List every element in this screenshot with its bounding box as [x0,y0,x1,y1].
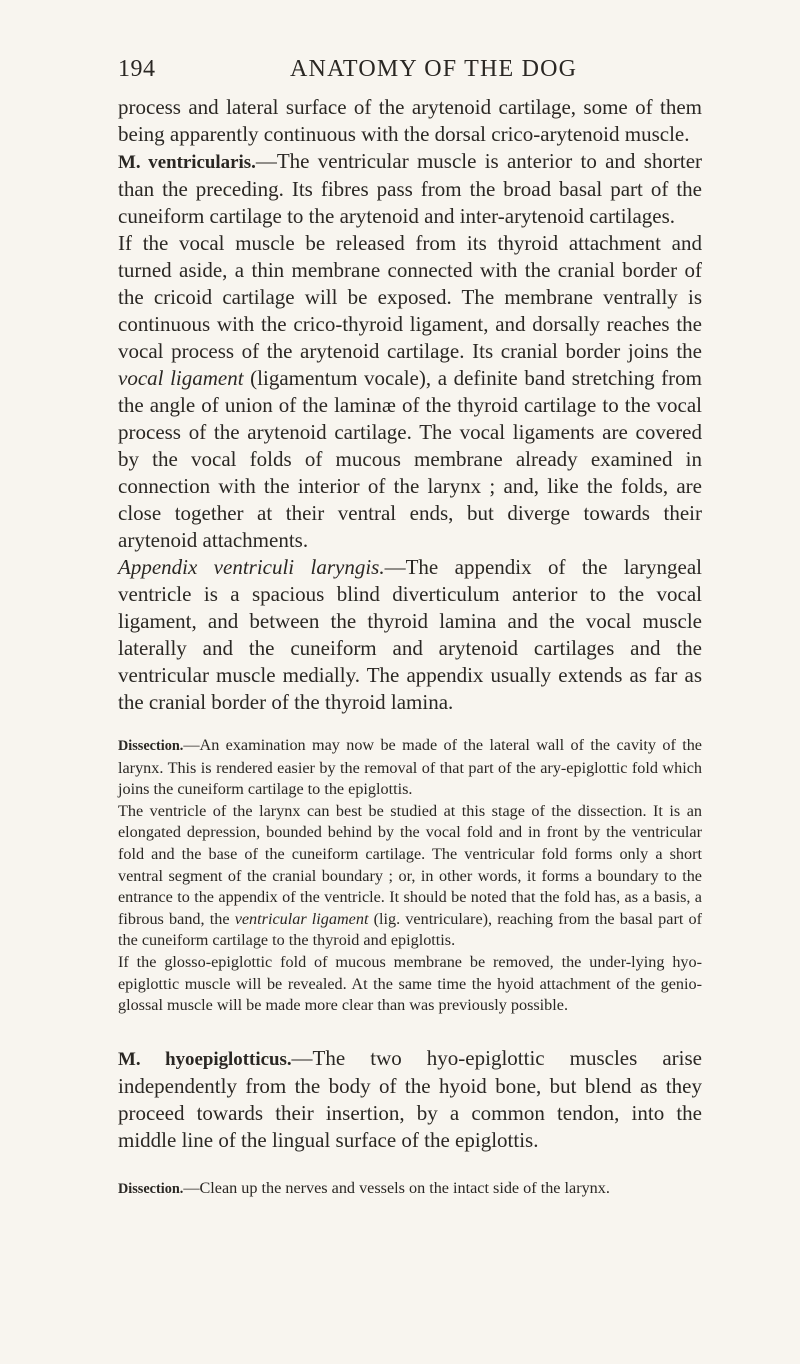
dissection-note-1 [118,735,702,801]
page-body [118,94,702,1200]
paragraph-text: If the glosso-epiglottic fold of mucous membrane be removed, the under-lying hyo-epiglottic muscle will be revealed. At the same time the hyoid attachment of the genio-glossal muscle will be made more clear than was previously possible. [118,952,702,1015]
dissection-label: Dissection. [118,1180,184,1197]
running-title: ANATOMY OF THE DOG [290,56,578,82]
running-header [118,56,694,90]
paragraph-text: (lig. ventriculare), reaching from the basal part of the cuneiform cartilage to the thyroid and epiglottis. [118,909,703,950]
dissection-note-3 [118,952,702,1017]
section-heading: M. ventricularis. [118,152,256,173]
paragraph-vocal-ligament [118,230,702,554]
dissection-note-2 [118,801,702,952]
italic-term: ventricular ligament [234,909,369,928]
paragraph-text: —The ventricular muscle is anterior to and shorter than the preceding. Its fibres pass from the broad basal part of the cuneiform cartilage to the arytenoid and inter-arytenoid cartilages. [118,149,703,228]
paragraph-text: —The two hyo-epiglottic muscles arise independently from the body of the hyoid bone, but blend as they proceed towards their insertion, by a common tendon, into the middle line of the lingual surface of the epiglottis. [118,1045,702,1152]
paragraph-m-ventricularis [118,148,702,230]
italic-term: vocal ligament [118,366,244,390]
paragraph-continuation [118,94,702,148]
paragraph-text: If the vocal muscle be released from its thyroid attachment and turned aside, a thin membrane connected with the cranial border of the cricoid cartilage will be exposed. The membrane ventrally is continuous with the crico-thyroid ligament, and dorsally reaches the vocal process of the arytenoid cartilage. Its cranial border joins the [118,231,702,363]
paragraph-text: —An examination may now be made of the lateral wall of the cavity of the larynx. This is rendered easier by the removal of that part of the ary-epiglottic fold which joins the cuneiform cartilage to the epiglottis. [118,736,702,799]
paragraph-text: The ventricle of the larynx can best be studied at this stage of the dissection. It is an elongated depression, bounded behind by the vocal fold and in front by the ventricular fold and the base of the cuneiform cartilage. The ventricular fold forms only a short ventral segment of the cranial boundary ; or, in other words, it forms a boundary to the entrance to the appendix of the ventricle. It should be noted that the fold has, as a basis, a fibrous band, the [118,801,702,928]
dissection-note-4 [118,1178,702,1201]
paragraph-appendix [118,554,702,716]
paragraph-text: (ligamentum vocale), a definite band stretching from the angle of union of the laminæ of the thyroid cartilage to the vocal process of the arytenoid cartilage. The vocal ligaments are covered by the vocal folds of mucous membrane already examined in connection with the interior of the larynx ; and, like the folds, are close together at their ventral ends, but diverge towards their arytenoid attachments. [118,366,702,552]
section-heading: Appendix ventriculi laryngis. [118,555,385,579]
paragraph-m-hyoepiglotticus [118,1045,702,1154]
paragraph-text: —The appendix of the laryngeal ventricle is a spacious blind diverticulum anterior to the vocal ligament, and between the thyroid lamina and the vocal muscle laterally and the cuneiform and arytenoid cartilages and the ventricular muscle medially. The appendix usually extends as far as the cranial border of the thyroid lamina. [118,555,702,714]
page-number: 194 [118,56,156,82]
dissection-label: Dissection. [118,738,184,754]
paragraph-text: process and lateral surface of the arytenoid cartilage, some of them being apparently continuous with the dorsal crico-arytenoid muscle. [118,95,702,146]
paragraph-text: —Clean up the nerves and vessels on the intact side of the larynx. [183,1178,610,1197]
section-heading: M. hyoepiglotticus. [118,1048,292,1070]
